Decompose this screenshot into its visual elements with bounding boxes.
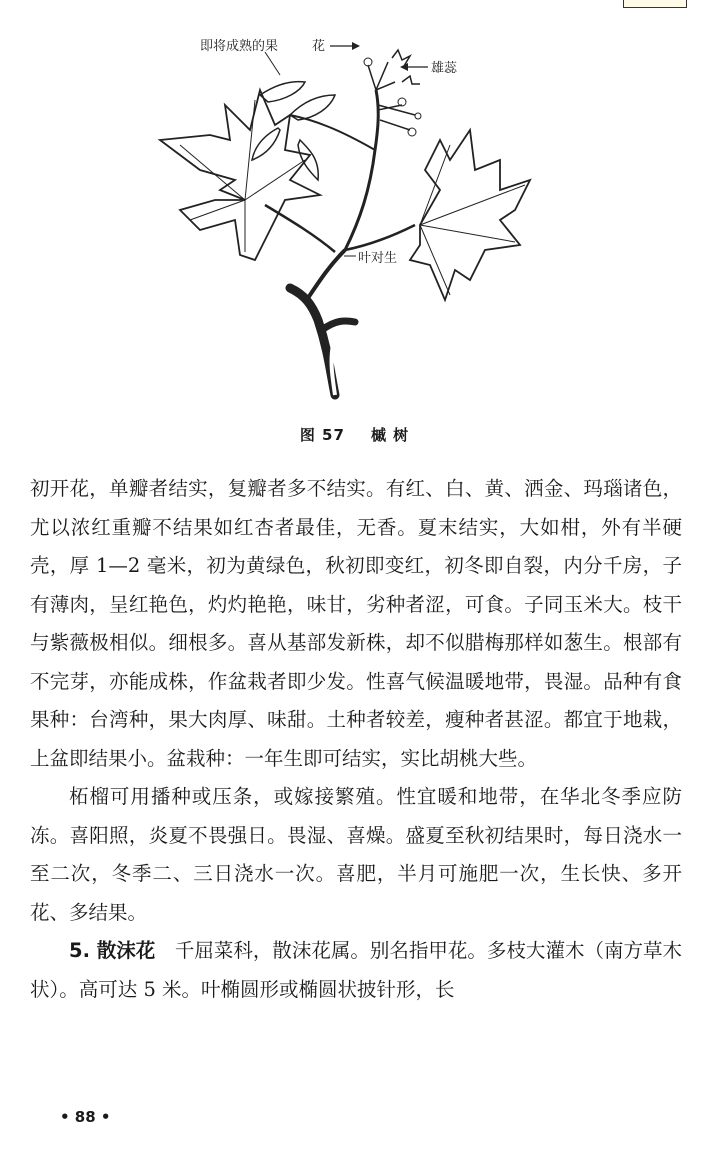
section-heading: 5. 散沫花: [69, 939, 156, 962]
page-number: • 88 •: [60, 1108, 111, 1126]
label-fruit: 即将成熟的果: [200, 39, 279, 54]
caption-number: 图 57: [299, 426, 345, 444]
paragraph-3: [30, 932, 682, 1009]
paragraph-3-text: 千屈菜科，散沫花属。别名指甲花。多枝大灌木（南方草木状）。高可达 5 米。叶椭圆形或椭圆状披针形，长: [30, 939, 682, 1001]
label-leaf: 叶对生: [358, 251, 398, 266]
label-flower: 花: [312, 39, 326, 54]
body-text: [30, 470, 682, 1009]
corner-tab: [623, 0, 687, 8]
paragraph-1: 初开花，单瓣者结实，复瓣者多不结实。有红、白、黄、洒金、玛瑙诸色，尤以浓红重瓣不结果如红杏者最佳，无香。夏末结实，大如柑，外有半硬壳，厚 1—2 毫米，初为黄绿色，秋初即变红，初冬即自裂，内分千房，子有薄肉，呈红艳色，灼灼艳艳，味甘，劣种者涩，可食。子同玉米大。枝干与紫薇极相似。细根多。喜从基部发新株，却不似腊梅那样如葱生。根部有不完芽，亦能成株，作盆栽者即少发。性喜气候温暖地带，畏湿。品种有食果种：台湾种，果大肉厚、味甜。土种者较差，瘦种者甚涩。都宜于地栽，上盆即结果小。盆栽种：一年生即可结实，实比胡桃大些。: [30, 477, 682, 770]
figure-caption: [0, 424, 709, 445]
paragraph-2: 柘榴可用播种或压条，或嫁接繁殖。性宜暖和地带，在华北冬季应防冻。喜阳照，炎夏不畏强日。畏湿、喜燥。盛夏至秋初结果时，每日浇水一至二次，冬季二、三日浇水一次。喜肥，半月可施肥一次，生长快、多开花、多结果。: [30, 785, 682, 924]
caption-title: 槭 树: [370, 426, 410, 444]
maple-branch-drawing: [140, 20, 560, 410]
maple-illustration: [140, 20, 560, 410]
label-stamen: 雄蕊: [431, 61, 458, 76]
